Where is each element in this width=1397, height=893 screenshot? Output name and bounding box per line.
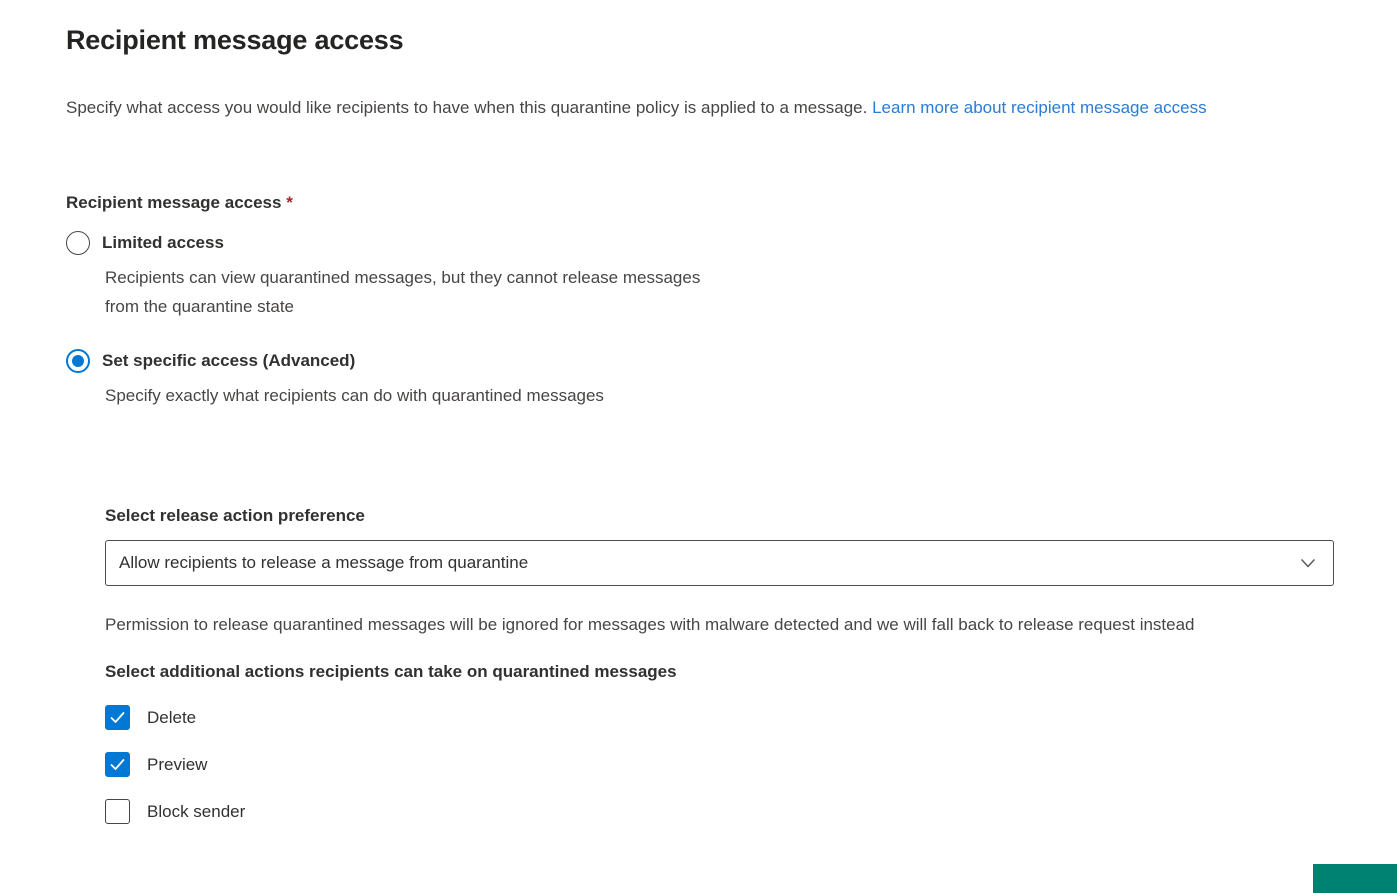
access-field-label: [66, 191, 1335, 215]
release-action-label: Select release action preference: [105, 506, 365, 525]
radio-selected-icon[interactable]: [66, 349, 90, 373]
page-description: [66, 93, 1335, 122]
radio-unselected-icon[interactable]: [66, 231, 90, 255]
learn-more-link[interactable]: Learn more about recipient message access: [872, 98, 1207, 117]
help-button[interactable]: [1313, 864, 1397, 893]
required-asterisk: *: [286, 193, 293, 212]
checkmark-icon: [108, 708, 127, 727]
checkbox-delete[interactable]: [105, 705, 130, 730]
release-action-dropdown-value: Allow recipients to release a message from quarantine: [119, 553, 529, 572]
specific-access-settings: [105, 504, 1335, 824]
additional-actions-label: Select additional actions recipients can take on quarantined messages: [105, 662, 677, 681]
release-action-dropdown[interactable]: [105, 540, 1334, 586]
page-title: Recipient message access: [66, 25, 404, 55]
checkmark-icon: [108, 755, 127, 774]
release-action-note: Permission to release quarantined messages will be ignored for messages with malware detected and we will fall back to release request instead: [105, 615, 1195, 634]
radio-dot: [72, 355, 84, 367]
radio-option-label: Limited access: [102, 233, 224, 252]
checkbox-preview[interactable]: [105, 752, 130, 777]
radio-option-limited-access[interactable]: [66, 231, 1335, 255]
page-description-text: Specify what access you would like recipients to have when this quarantine policy is applied to a message.: [66, 98, 868, 117]
checkbox-row-block-sender[interactable]: [105, 799, 1335, 824]
checkbox-label: Preview: [147, 754, 208, 774]
radio-option-description: Specify exactly what recipients can do with quarantined messages: [105, 386, 604, 405]
radio-option-label: Set specific access (Advanced): [102, 351, 356, 370]
checkbox-row-delete[interactable]: [105, 705, 1335, 730]
checkbox-label: Block sender: [147, 801, 246, 821]
radio-option-set-specific-access[interactable]: [66, 349, 1335, 373]
checkbox-row-preview[interactable]: [105, 752, 1335, 777]
checkbox-label: Delete: [147, 707, 197, 727]
chevron-down-icon: [1299, 554, 1317, 572]
access-field-label-text: Recipient message access: [66, 193, 282, 212]
radio-option-description: Recipients can view quarantined messages, but they cannot release messages from the quarantine state: [105, 268, 701, 316]
checkbox-block-sender[interactable]: [105, 799, 130, 824]
